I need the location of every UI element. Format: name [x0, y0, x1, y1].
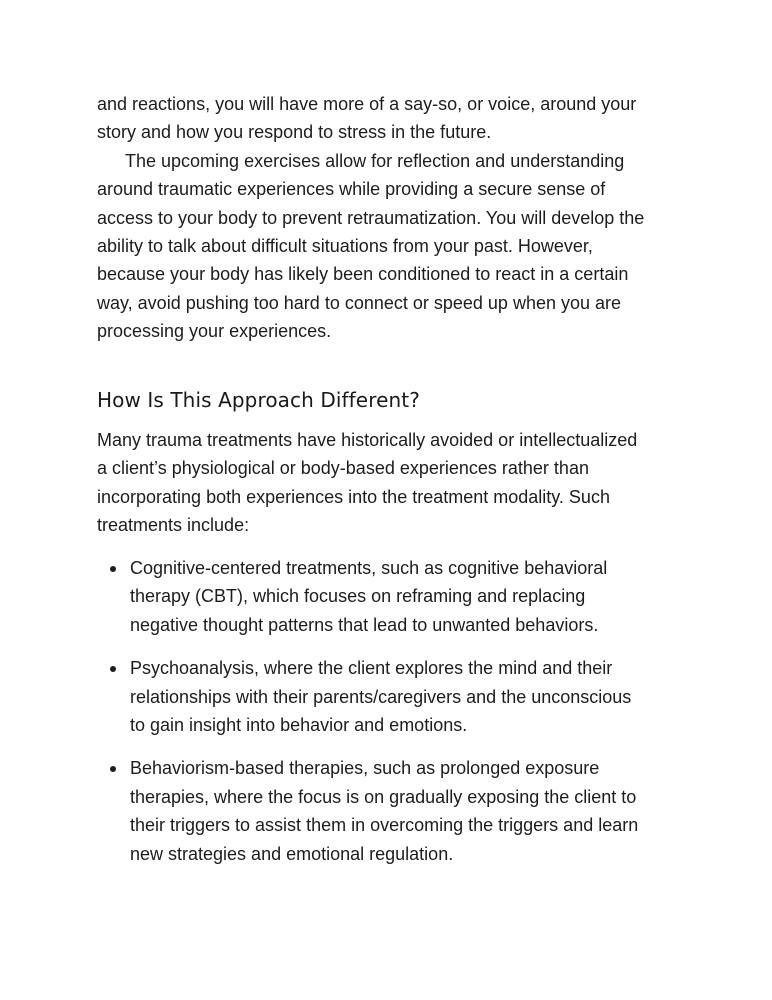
intro-line: story and how you respond to stress in the future.	[97, 122, 492, 143]
list-item	[97, 654, 638, 739]
section-paragraph	[97, 426, 637, 540]
section-line: a client’s physiological or body-based experiences rather than	[97, 458, 589, 479]
upcoming-exercises-paragraph	[97, 147, 697, 346]
list-item-line: to gain insight into behavior and emotions.	[130, 715, 468, 736]
upcoming-line: access to your body to prevent retraumatization. You will develop the	[97, 207, 645, 228]
upcoming-line: The upcoming exercises allow for reflection and understanding	[125, 150, 625, 171]
upcoming-line: way, avoid pushing too hard to connect or speed up when you are	[97, 292, 622, 313]
document-page	[97, 90, 697, 864]
upcoming-line: processing your experiences.	[97, 321, 332, 342]
section-line: treatments include:	[97, 515, 250, 536]
list-item	[97, 754, 638, 868]
intro-line: and reactions, you will have more of a say-so, or voice, around your	[97, 94, 637, 114]
bullet-dot-icon	[110, 666, 116, 672]
treatment-list	[97, 554, 638, 868]
list-item-line: therapies, where the focus is on gradually exposing the client to	[130, 786, 637, 807]
list-item-line: new strategies and emotional regulation.	[130, 843, 454, 864]
upcoming-line: because your body has likely been conditioned to react in a certain	[97, 264, 629, 285]
list-item-line: Psychoanalysis, where the client explores the mind and their	[130, 658, 613, 679]
list-item-line: negative thought patterns that lead to unwanted behaviors.	[130, 614, 599, 635]
section-heading: How Is This Approach Different?	[97, 388, 420, 412]
list-item-line: Cognitive-centered treatments, such as cognitive behavioral	[130, 558, 608, 578]
list-item	[97, 554, 638, 639]
upcoming-line: ability to talk about difficult situations from your past. However,	[97, 236, 593, 257]
section-line: incorporating both experiences into the treatment modality. Such	[97, 486, 610, 507]
section-line: Many trauma treatments have historically avoided or intellectualized	[97, 430, 638, 450]
bullet-dot-icon	[110, 766, 116, 772]
intro-paragraph	[97, 90, 697, 147]
list-item-line: relationships with their parents/caregivers and the unconscious	[130, 686, 632, 707]
upcoming-line: around traumatic experiences while providing a secure sense of	[97, 179, 606, 200]
list-item-line: Behaviorism-based therapies, such as prolonged exposure	[130, 758, 600, 779]
bullet-dot-icon	[110, 566, 116, 572]
list-item-line: therapy (CBT), which focuses on reframing and replacing	[130, 586, 586, 607]
list-item-line: their triggers to assist them in overcoming the triggers and learn	[130, 815, 639, 836]
